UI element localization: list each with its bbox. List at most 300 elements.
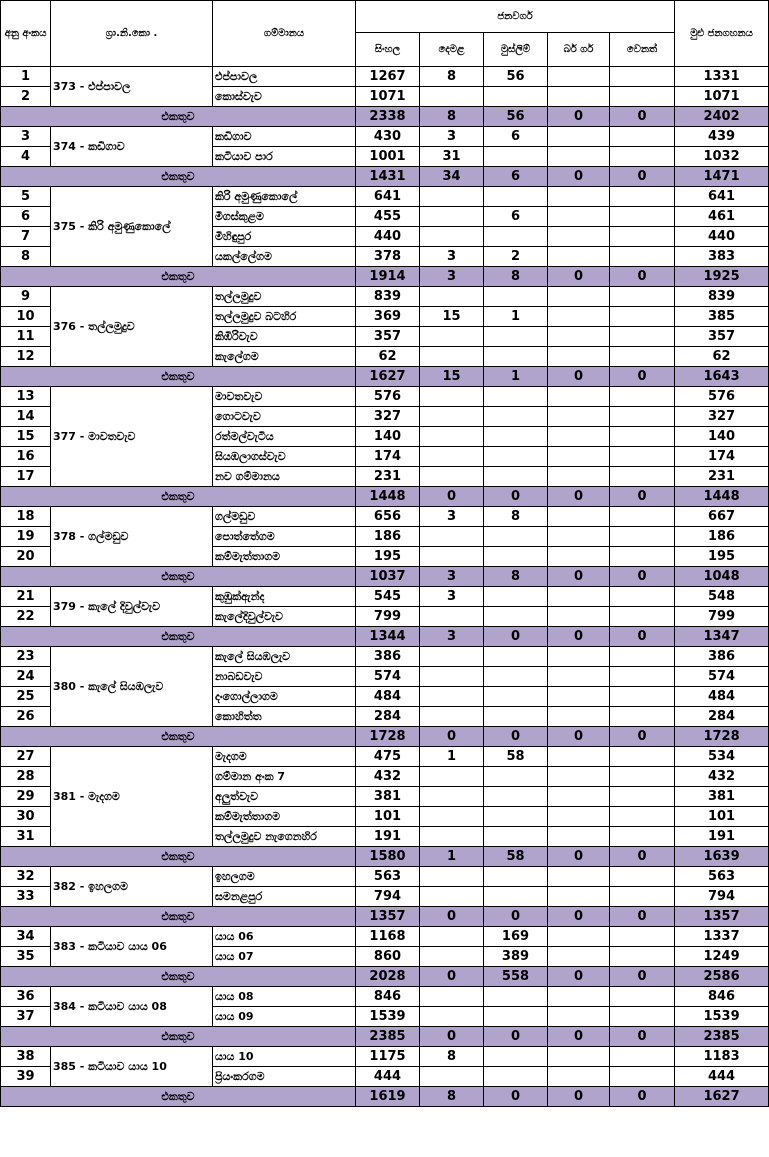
total-sum-cell: 0 [610,107,675,127]
total-sum-cell: 3 [420,627,484,647]
grand-total-cell: 1448 [675,487,769,507]
population-cell [484,1047,548,1067]
population-cell [610,287,675,307]
total-sum-cell: 1627 [356,367,420,387]
population-cell: 641 [356,187,420,207]
total-population-cell: 1331 [675,67,769,87]
population-cell [548,427,610,447]
total-sum-cell: 0 [548,967,610,987]
village-name: ප්‍රියංකරගම [213,1067,356,1087]
gn-division-name: 374 - කඩිගාව [51,127,213,167]
population-cell: 174 [356,447,420,467]
population-cell [420,767,484,787]
grand-total-cell: 1728 [675,727,769,747]
population-cell: 3 [420,587,484,607]
total-population-cell: 440 [675,227,769,247]
population-cell: 140 [356,427,420,447]
total-sum-cell: 3 [420,567,484,587]
population-cell [548,547,610,567]
population-cell: 378 [356,247,420,267]
col-header-gn-division: ග්‍රා.නි.කො . [51,1,213,67]
population-cell [484,707,548,727]
col-header-no: අනු අංකය [1,1,51,67]
row-number: 16 [1,447,51,467]
population-cell [548,747,610,767]
population-cell [610,347,675,367]
gn-division-name: 377 - මාවතවැව [51,387,213,487]
village-name: දංගොල්ලාගම [213,687,356,707]
population-cell: 1175 [356,1047,420,1067]
total-sum-cell: 1 [420,847,484,867]
population-cell [610,187,675,207]
row-number: 13 [1,387,51,407]
village-name: තල්ලමුදුව [213,287,356,307]
gn-division-name: 378 - ගල්මඩුව [51,507,213,567]
total-label: එකතුව [1,627,356,647]
population-cell [420,647,484,667]
total-sum-cell: 0 [484,727,548,747]
row-number: 5 [1,187,51,207]
population-cell [548,327,610,347]
total-population-cell: 461 [675,207,769,227]
population-cell [610,587,675,607]
row-number: 2 [1,87,51,107]
total-population-cell: 794 [675,887,769,907]
row-number: 29 [1,787,51,807]
village-name: යකල්ලේගම [213,247,356,267]
population-cell [484,1007,548,1027]
grand-total-cell: 1357 [675,907,769,927]
population-cell: 545 [356,587,420,607]
total-sum-cell: 0 [484,627,548,647]
table-row [1,867,769,887]
population-cell [610,467,675,487]
total-sum-cell: 558 [484,967,548,987]
total-population-cell: 186 [675,527,769,547]
total-population-cell: 327 [675,407,769,427]
total-population-cell: 563 [675,867,769,887]
population-cell [610,407,675,427]
village-name: මැදගම [213,747,356,767]
total-sum-cell: 0 [548,847,610,867]
total-population-cell: 62 [675,347,769,367]
grand-total-cell: 1639 [675,847,769,867]
total-population-cell: 357 [675,327,769,347]
population-cell: 1539 [356,1007,420,1027]
total-row [1,167,769,187]
total-row [1,727,769,747]
total-sum-cell: 0 [548,267,610,287]
village-name: යාය 06 [213,927,356,947]
population-cell: 3 [420,507,484,527]
row-number: 19 [1,527,51,547]
total-row [1,487,769,507]
population-cell [548,787,610,807]
total-row [1,267,769,287]
population-cell [610,447,675,467]
total-population-cell: 444 [675,1067,769,1087]
total-population-cell: 799 [675,607,769,627]
row-number: 3 [1,127,51,147]
population-cell [420,707,484,727]
village-name: යාය 08 [213,987,356,1007]
population-cell [548,867,610,887]
village-name: ගොටවැව [213,407,356,427]
population-cell [548,607,610,627]
population-cell [548,127,610,147]
total-sum-cell: 0 [610,727,675,747]
grand-total-cell: 1643 [675,367,769,387]
total-population-cell: 574 [675,667,769,687]
total-label: එකතුව [1,107,356,127]
population-cell [548,187,610,207]
population-cell [420,407,484,427]
grand-total-cell: 1925 [675,267,769,287]
population-cell: 186 [356,527,420,547]
population-cell [484,287,548,307]
total-label: එකතුව [1,967,356,987]
col-header-sinhala: සිංහල [356,33,420,67]
row-number: 11 [1,327,51,347]
population-cell [610,527,675,547]
population-cell: 3 [420,247,484,267]
population-cell [548,287,610,307]
village-name: යාය 07 [213,947,356,967]
grand-total-cell: 1347 [675,627,769,647]
table-row [1,747,769,767]
total-sum-cell: 0 [420,727,484,747]
population-cell [420,687,484,707]
table-row [1,127,769,147]
total-sum-cell: 15 [420,367,484,387]
row-number: 30 [1,807,51,827]
population-cell: 1 [484,307,548,327]
population-cell: 6 [484,127,548,147]
total-sum-cell: 1357 [356,907,420,927]
population-cell: 381 [356,787,420,807]
population-cell: 794 [356,887,420,907]
population-cell [610,87,675,107]
population-cell [610,327,675,347]
population-cell [610,147,675,167]
total-sum-cell: 0 [610,1027,675,1047]
population-cell [548,207,610,227]
total-population-cell: 576 [675,387,769,407]
village-name: තල්ලමුදුව නැගෙනහිර [213,827,356,847]
village-name: කැලේ සියඹලැව [213,647,356,667]
total-sum-cell: 0 [610,487,675,507]
total-sum-cell: 1914 [356,267,420,287]
population-cell [484,467,548,487]
population-cell [548,707,610,727]
total-sum-cell: 0 [548,1027,610,1047]
village-name: කුඹුක්ඇන්ද [213,587,356,607]
population-cell: 15 [420,307,484,327]
total-sum-cell: 1 [484,367,548,387]
population-cell: 1071 [356,87,420,107]
population-cell [484,227,548,247]
village-name: කටියාව පාර [213,147,356,167]
population-cell [484,327,548,347]
population-cell [484,187,548,207]
table-body [1,67,769,1107]
village-name: කැලේදිවුල්වැව [213,607,356,627]
total-row [1,107,769,127]
total-sum-cell: 0 [548,907,610,927]
population-cell [548,387,610,407]
village-name: ගම්මාන අංක 7 [213,767,356,787]
total-sum-cell: 0 [610,367,675,387]
population-cell [420,227,484,247]
row-number: 12 [1,347,51,367]
total-population-cell: 381 [675,787,769,807]
village-name: කිඹිරිවැව [213,327,356,347]
village-name: යාය 09 [213,1007,356,1027]
population-cell [610,67,675,87]
population-cell: 231 [356,467,420,487]
total-sum-cell: 1580 [356,847,420,867]
total-population-cell: 667 [675,507,769,527]
table-row [1,927,769,947]
gn-division-name: 381 - මැදගම [51,747,213,847]
village-name: සමනළපුර [213,887,356,907]
population-cell [420,827,484,847]
total-row [1,567,769,587]
total-population-cell: 1539 [675,1007,769,1027]
total-sum-cell: 0 [610,167,675,187]
total-sum-cell: 0 [610,847,675,867]
village-name: මාවතවැව [213,387,356,407]
population-cell: 31 [420,147,484,167]
population-cell: 576 [356,387,420,407]
population-cell: 327 [356,407,420,427]
total-sum-cell: 3 [420,267,484,287]
population-cell [484,547,548,567]
population-cell [610,207,675,227]
total-label: එකතුව [1,167,356,187]
gn-division-name: 376 - තල්ලමුදුව [51,287,213,367]
population-cell [548,587,610,607]
village-name: කොස්වැව [213,87,356,107]
population-cell [484,827,548,847]
population-cell [610,747,675,767]
population-cell [420,447,484,467]
population-cell [610,867,675,887]
population-cell [548,647,610,667]
population-cell: 195 [356,547,420,567]
population-cell [548,887,610,907]
total-sum-cell: 8 [484,567,548,587]
population-cell [548,447,610,467]
population-cell [420,947,484,967]
total-sum-cell: 58 [484,847,548,867]
total-sum-cell: 0 [610,567,675,587]
population-cell [610,667,675,687]
population-cell: 846 [356,987,420,1007]
row-number: 37 [1,1007,51,1027]
population-cell [548,147,610,167]
population-cell: 6 [484,207,548,227]
population-cell [610,227,675,247]
total-sum-cell: 0 [548,487,610,507]
col-header-other: වෙනත් [610,33,675,67]
population-cell: 1168 [356,927,420,947]
total-sum-cell: 1344 [356,627,420,647]
total-population-cell: 191 [675,827,769,847]
row-number: 25 [1,687,51,707]
population-cell: 8 [420,67,484,87]
population-cell [610,787,675,807]
total-sum-cell: 2028 [356,967,420,987]
population-cell [548,407,610,427]
row-number: 34 [1,927,51,947]
population-cell: 8 [420,1047,484,1067]
row-number: 23 [1,647,51,667]
population-cell [420,87,484,107]
population-cell: 444 [356,1067,420,1087]
population-cell [548,467,610,487]
population-cell [610,707,675,727]
total-sum-cell: 2338 [356,107,420,127]
population-cell [420,327,484,347]
population-cell [548,247,610,267]
total-population-cell: 1071 [675,87,769,107]
population-cell [548,667,610,687]
population-cell [548,87,610,107]
village-name: සියඹලාගස්වැව [213,447,356,467]
total-sum-cell: 0 [548,167,610,187]
row-number: 24 [1,667,51,687]
population-cell [420,187,484,207]
total-label: එකතුව [1,727,356,747]
population-cell [548,67,610,87]
total-sum-cell: 0 [420,907,484,927]
total-population-cell: 548 [675,587,769,607]
table-row [1,187,769,207]
table-row [1,1047,769,1067]
population-cell: 3 [420,127,484,147]
total-sum-cell: 0 [420,1027,484,1047]
row-number: 15 [1,427,51,447]
grand-total-cell: 2385 [675,1027,769,1047]
village-name: යාය 10 [213,1047,356,1067]
population-cell: 101 [356,807,420,827]
village-name: කඩිගාව [213,127,356,147]
population-cell [610,427,675,447]
population-cell: 475 [356,747,420,767]
population-cell [548,307,610,327]
population-cell: 169 [484,927,548,947]
population-cell [548,1047,610,1067]
grand-total-cell: 1471 [675,167,769,187]
table-row [1,387,769,407]
population-cell [548,1007,610,1027]
total-row [1,1087,769,1107]
population-cell [420,1067,484,1087]
grand-total-cell: 1048 [675,567,769,587]
population-cell: 389 [484,947,548,967]
total-row [1,367,769,387]
table-row [1,647,769,667]
row-number: 14 [1,407,51,427]
village-name: මිහිඳුපුර [213,227,356,247]
total-population-cell: 534 [675,747,769,767]
population-cell: 357 [356,327,420,347]
population-cell [610,687,675,707]
col-header-muslim: මුස්ලිම් [484,33,548,67]
population-cell [548,927,610,947]
population-cell: 284 [356,707,420,727]
population-cell [420,927,484,947]
population-cell: 430 [356,127,420,147]
gn-division-name: 375 - කිරි අමුණුකොලේ [51,187,213,267]
gn-division-name: 373 - එප්පාවල [51,67,213,107]
grand-total-cell: 2586 [675,967,769,987]
total-population-cell: 385 [675,307,769,327]
row-number: 9 [1,287,51,307]
population-cell [420,527,484,547]
row-number: 18 [1,507,51,527]
col-header-tamil: දෙමළ [420,33,484,67]
total-population-cell: 284 [675,707,769,727]
total-population-cell: 101 [675,807,769,827]
total-sum-cell: 1619 [356,1087,420,1107]
population-cell [610,887,675,907]
population-cell [484,987,548,1007]
table-row [1,587,769,607]
population-cell: 432 [356,767,420,787]
population-cell: 62 [356,347,420,367]
population-cell [484,407,548,427]
population-cell [484,607,548,627]
total-sum-cell: 1037 [356,567,420,587]
total-label: එකතුව [1,267,356,287]
row-number: 17 [1,467,51,487]
population-cell [484,527,548,547]
population-cell [610,807,675,827]
population-cell [484,787,548,807]
total-sum-cell: 0 [484,487,548,507]
population-cell [484,867,548,887]
total-row [1,967,769,987]
total-row [1,907,769,927]
village-name: ගල්මඩුව [213,507,356,527]
population-cell [420,287,484,307]
population-cell [610,387,675,407]
row-number: 21 [1,587,51,607]
population-cell: 369 [356,307,420,327]
table-row [1,507,769,527]
population-cell [484,767,548,787]
village-name: කොහිත්ත [213,707,356,727]
population-cell [548,947,610,967]
population-cell [548,827,610,847]
population-cell: 2 [484,247,548,267]
population-cell [610,127,675,147]
row-number: 38 [1,1047,51,1067]
population-cell: 455 [356,207,420,227]
total-sum-cell: 34 [420,167,484,187]
row-number: 1 [1,67,51,87]
population-cell [610,607,675,627]
total-sum-cell: 0 [548,367,610,387]
population-cell: 58 [484,747,548,767]
population-cell [420,887,484,907]
population-cell: 56 [484,67,548,87]
population-cell [420,427,484,447]
total-sum-cell: 0 [610,1087,675,1107]
population-cell [484,147,548,167]
